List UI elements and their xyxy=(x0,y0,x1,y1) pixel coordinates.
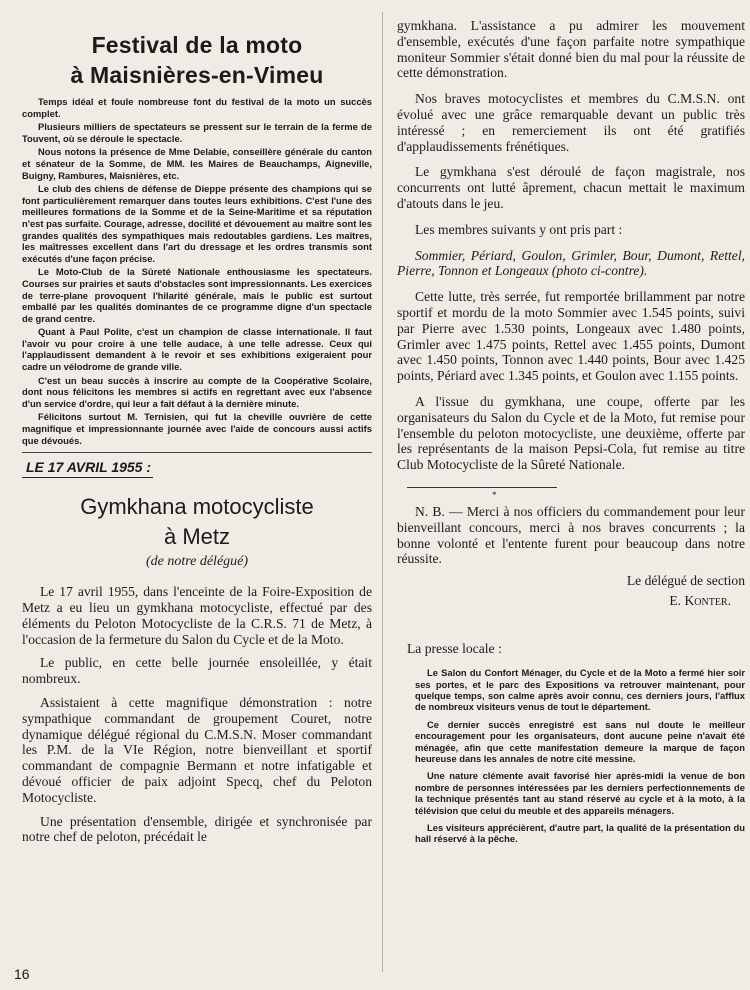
article2-body-left xyxy=(22,584,372,845)
trophy-paragraph: A l'issue du gymkhana, une coupe, offerte par les organisateurs du Salon du Cycle et de la Moto, fut remise pour l'ensemble du peloton motocycliste, une deuxième, offerte par les représentants de la maison Pepsi-Cola, fut remise au titre Club Motocycliste de la Sûreté Nationale. xyxy=(397,393,745,473)
article1-paragraph: Plusieurs milliers de spectateurs se pressent sur le terrain de la ferme de Touvent, où se déroule le spectacle. xyxy=(22,121,372,144)
column-divider xyxy=(382,12,383,972)
page-number: 16 xyxy=(14,966,30,982)
article2-paragraph: Le gymkhana s'est déroulé de façon magistrale, nos concurrents ont lutté âprement, chacun mettait le maximum d'atouts dans le jeu. xyxy=(397,164,745,211)
article1-paragraph: Le club des chiens de défense de Dieppe présente des champions qui se font particulièrement remarquer dans toutes leurs exhibitions. C'est l'une des meilleures formations de la Somme et de la Seine-Maritime et sa réputation n'est pas surfaite. Courage, adresse, docilité et dévouement au maître sont les grandes qualités des sympathiques mais redoutables gardiens. Les maîtres, les maîtresses excellent dans l'art du dressage et les ordres transmis sont exécutés d'une façon précise. xyxy=(22,183,372,264)
participants-list: Sommier, Périard, Goulon, Grimler, Bour, Dumont, Rettel, Pierre, Tonnon et Longeaux (photo ci-contre). xyxy=(397,247,745,279)
article1-paragraph: Quant à Paul Polite, c'est un champion de classe internationale. Il faut l'avoir vu pour croire à une telle audace, à une telle adresse. Ceux qui l'applaudissent demandent à le revoir et ses exhibitions exigeraient pour cadre un vélodrome de grande ville. xyxy=(22,326,372,373)
article1-paragraph: Félicitons surtout M. Ternisien, qui fut la cheville ouvrière de cette magnifique et impressionnante journée avec l'aide de concours aussi actifs que dévoués. xyxy=(22,411,372,446)
article1-paragraph: Temps idéal et foule nombreuse font du festival de la moto un succès complet. xyxy=(22,96,372,119)
article2-paragraph: Nos braves motocyclistes et membres du C.M.S.N. ont évolué avec une grâce remarquable devant un public très intéressé ; en remerciement ils ont été gratifiés d'applaudissements frénétiques. xyxy=(397,91,745,154)
left-column xyxy=(22,20,372,853)
section-rule xyxy=(22,452,372,453)
article2-title-line1: Gymkhana motocycliste xyxy=(80,494,314,520)
article1-paragraph: Nous notons la présence de Mme Delabie, conseillère générale du canton et sénateur de la Somme, de MM. les Maires de Beauchamps, Aigneville, Buigny, Rambures, Maisnières, etc. xyxy=(22,146,372,181)
article1-title xyxy=(22,30,372,90)
article1-body xyxy=(22,96,372,446)
presse-paragraph: Une nature clémente avait favorisé hier après-midi la venue de bon nombre de personnes intéressées par les derniers perfectionnements de la technique présentés tant au stand réservé au cycle et à la moto, à la télévision que celui du meuble et des appareils ménagers. xyxy=(415,770,745,816)
date-banner: LE 17 AVRIL 1955 : xyxy=(22,457,153,478)
signature-title: Le délégué de section xyxy=(626,573,745,589)
article1-paragraph: C'est un beau succès à inscrire au compte de la Coopérative Scolaire, dont nous félicitons les membres si actifs en regrettant avec eux l'absence d'un service d'ordre, qui leur a fait défaut à la dernière minute. xyxy=(22,374,372,409)
article2-title-line2: à Metz xyxy=(163,524,231,550)
article2-title xyxy=(22,492,372,552)
presse-paragraph: Le Salon du Confort Ménager, du Cycle et de la Moto a fermé hier soir ses portes, et le parc des Expositions va retrouver maintenant, pour quelque temps, son calme après avoir connu, ces derniers jours, l'afflux de nombreux visiteurs venus de tout le département. xyxy=(415,667,745,713)
separator-rule xyxy=(407,487,557,488)
presse-title: La presse locale : xyxy=(407,641,502,657)
article2-paragraph: Une présentation d'ensemble, dirigée et synchronisée par notre chef de peloton, précédait le xyxy=(22,813,372,845)
article1-title-line2: à Maisnières-en-Vimeu xyxy=(70,62,324,88)
article2-paragraph: Assistaient à cette magnifique démonstration : notre sympathique commandant de groupement Couret, notre dynamique délégué régional du C.M.S.N. Moser commandant les P.M. de la VIe Région, notre bienveillant et sportif commandant de compagnie Bermann et notre infatigable et dévoué officier de paix adjoint Specq, chef du Peloton Motocycliste. xyxy=(22,695,372,805)
results-paragraph: Cette lutte, très serrée, fut remportée brillamment par notre sportif et mordu de la moto Sommier avec 1.545 points, suivi par Pierre avec 1.530 points, Longeaux avec 1.480 points, Grimler avec 1.475 points, Rettel avec 1.455 points, Dumont avec 1.450 points, Tonnon avec 1.440 points, Bour avec 1.425 points, Périard avec 1.345 points, et Goulon avec 1.155 points. xyxy=(397,289,745,384)
signature-name-text: E. Konter. xyxy=(669,593,731,609)
presse-paragraph: Ce dernier succès enregistré est sans nul doute le meilleur encouragement pour les organisateurs, dont aucune peine n'avait été ménagée, afin que cette manifestation demeure la marque de façon heureuse dans les annales de notre cité messine. xyxy=(415,718,745,764)
article2-paragraph: gymkhana. L'assistance a pu admirer les mouvement d'ensemble, exécutés d'une façon parfaite notre sympathique moniteur Sommier s'était donné bien du mal pour la réussite de cette démonstration. xyxy=(397,18,745,81)
separator-star: * xyxy=(492,489,497,500)
article2-paragraph: Le 17 avril 1955, dans l'enceinte de la Foire-Exposition de Metz a eu lieu un gymkhana motocycliste, effectué par des éléments du Peloton Motocycliste de la C.R.S. 71 de Metz, à l'occasion de la fermeture du Salon du Cycle et de la Moto. xyxy=(22,584,372,647)
presse-paragraph: Les visiteurs apprécièrent, d'autre part, la qualité de la présentation du hall réservé à la pêche. xyxy=(415,821,745,845)
signature-name xyxy=(397,593,731,609)
nb-note: N. B. — Merci à nos officiers du commandement pour leur bienveillant concours, merci à nos braves concurrents ; la bonne volonté et l'entente furent pour beaucoup dans notre réussite. xyxy=(397,503,745,567)
article2-paragraph: Les membres suivants y ont pris part : xyxy=(415,221,623,237)
article2-byline: (de notre délégué) xyxy=(145,554,249,570)
article1-title-line1: Festival de la moto xyxy=(91,32,303,58)
presse-body xyxy=(397,667,745,845)
article1-paragraph: Le Moto-Club de la Sûreté Nationale enthousiasme les spectateurs. Courses sur prairies et sauts d'obstacles sont impressionnants. Les exercices de terre-plane provoquent l'hilarité générale, mais le public est surtout emballé par les qualités dominantes de ce programme digne d'un spectacle de grand centre. xyxy=(22,266,372,324)
article2-paragraph: Le public, en cette belle journée ensoleillée, y était nombreux. xyxy=(22,655,372,687)
right-column xyxy=(397,18,745,851)
